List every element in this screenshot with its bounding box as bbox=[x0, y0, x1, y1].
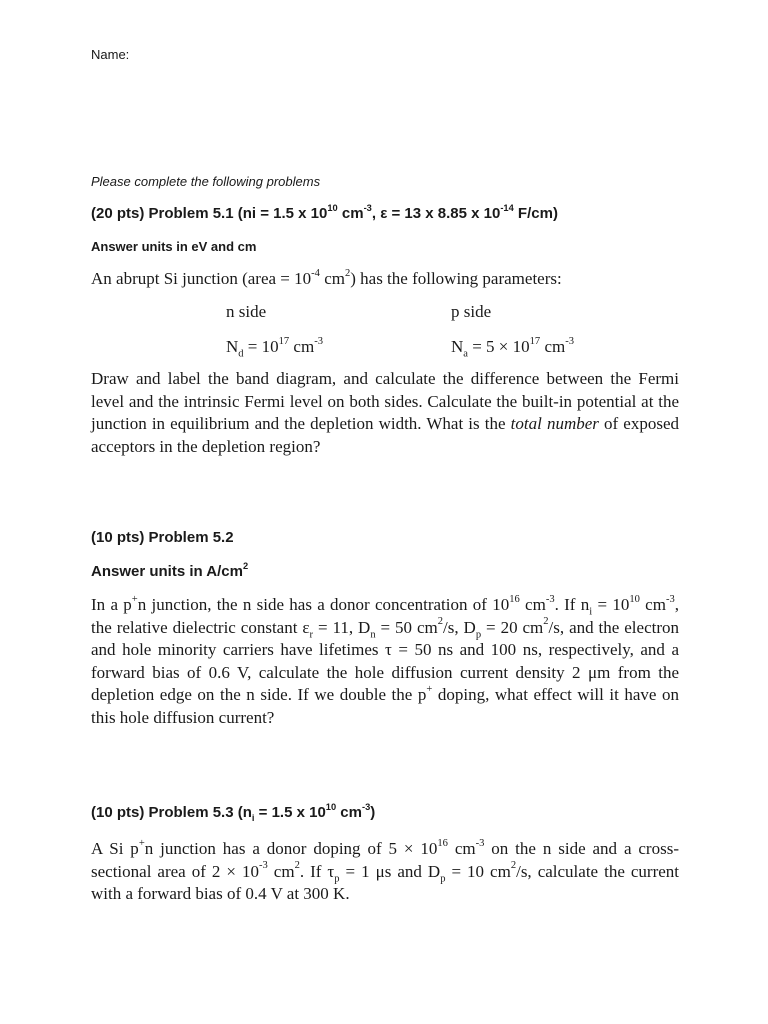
problem-5-3-title: Problem 5.3 bbox=[148, 804, 234, 821]
problem-5-2-title: Problem 5.2 bbox=[148, 529, 234, 546]
instructions: Please complete the following problems bbox=[91, 174, 321, 189]
problem-5-1-heading: (20 pts) Problem 5.1 (ni = 1.5 x $10^{10}$ $cm^{-3}$, ε = 13 x 8.85 x $10^{-14}$ F/cm) bbox=[91, 202, 558, 222]
problem-5-2-units: Answer units in $A/cm^2$ bbox=[91, 560, 249, 580]
name-label: Name: bbox=[91, 47, 130, 62]
problem-5-2-body: In a p+n junction, the n side has a donor concentration of $10^{16}$ $cm^{-3}$. If $n_i = 10^{10}$ $cm^{-3}$, the relative dielectric constant $\varepsilon_r = 11$, $D_n = 50$ $cm^2/s$, $D_p = 20$ $cm^2/s$, and the electron and hole minority carriers have lifetimes τ = 50 ns and 100 ns, respectively, and a forward bias of 0.6 V, calculate the hole diffusion current density 2 μm from the depletion edge on the n side. If we double the p+ doping, what effect will it have on this hole diffusion current? bbox=[91, 593, 680, 727]
problem-5-1-body: Draw and label the band diagram, and calculate the difference between the Fermi level and the intrinsic Fermi level on both sides. Calculate the built-in potential at the junction in equilibrium and the depletion width. What is the total number of exposed acceptors in the depletion region? bbox=[91, 369, 680, 456]
problem-5-3-body: A Si p+n junction has a donor doping of $5 \times 10^{16}$ $cm^{-3}$ on the n side and a cross-sectional area of $2 \times 10^{-3}$ $cm^2$. If $\tau_p = 1$ μs and $D_p = 10$ $cm^2/s$, calculate the current with a forward bias of 0.4 V at 300 K. bbox=[91, 837, 680, 903]
p-side-label: p side bbox=[451, 302, 492, 321]
problem-5-1-units: Answer units in eV and cm bbox=[91, 239, 257, 254]
problem-5-1-title: Problem 5.1 bbox=[148, 205, 234, 222]
problem-5-3-points: (10 pts) bbox=[91, 804, 145, 821]
problem-5-1-intro: An abrupt Si junction (area = $10^{-4}$ $cm^2$) has the following parameters: bbox=[91, 267, 562, 288]
p-side-doping: $N_a = 5 \times 10^{17}$ $cm^{-3}$ bbox=[451, 335, 574, 360]
n-side-label: n side bbox=[226, 302, 267, 321]
problem-5-3-heading: (10 pts) Problem 5.3 ($n_i = 1.5$ x $10^{10}$ $cm^{-3}$) bbox=[91, 801, 376, 823]
n-side-doping: $N_d = 10^{17}$ $cm^{-3}$ bbox=[226, 335, 323, 360]
total-number-emphasis: total number bbox=[510, 414, 599, 433]
problem-5-2-heading bbox=[91, 529, 234, 546]
problem-5-1-points: (20 pts) bbox=[91, 205, 145, 222]
problem-5-2-points: (10 pts) bbox=[91, 529, 145, 546]
